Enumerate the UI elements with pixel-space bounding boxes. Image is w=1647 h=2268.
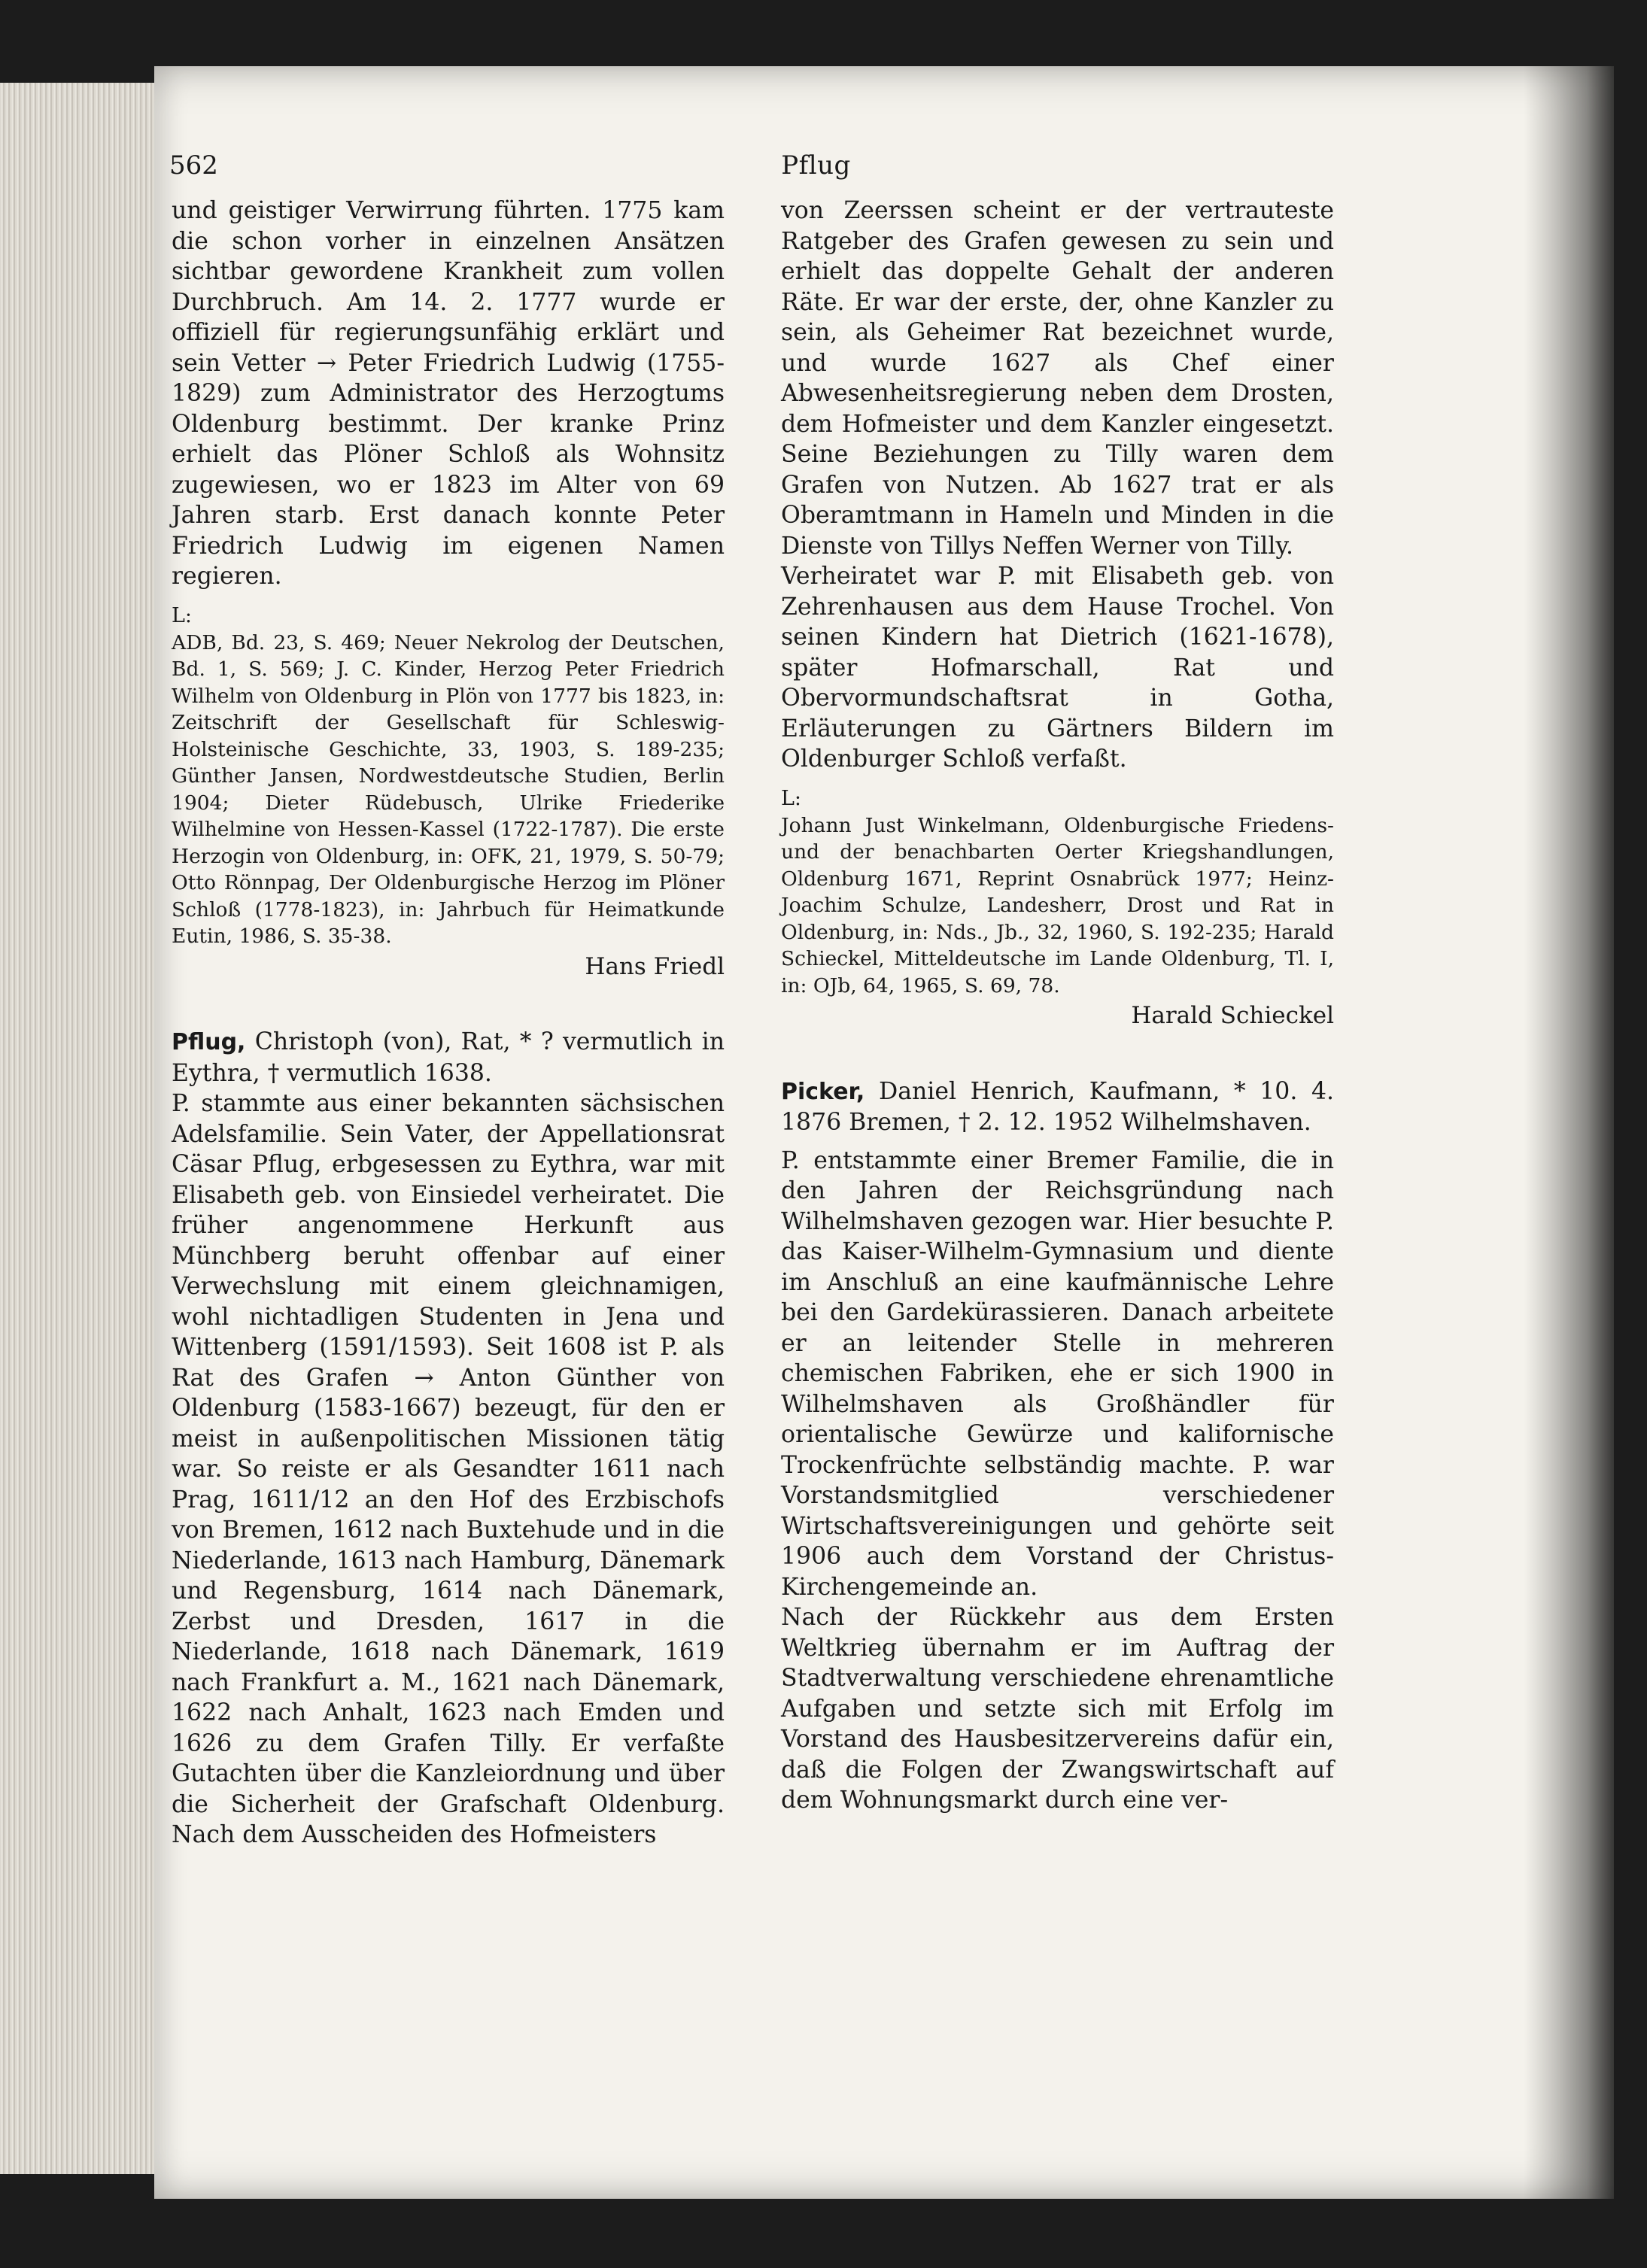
entry-body-pflug-family: Verheiratet war P. mit Elisabeth geb. von Zehrenhausen aus dem Hause Trochel. Von seinen Kindern hat Dietrich (1621-1678), später Hofmarschall, Rat und Obervormundschaftsrat in Gotha, Erläuterungen zu Gärtners Bildern im Oldenburger Schloß verfaßt. [781,563,1334,773]
entry-heading-pflug [172,1027,725,1088]
entry-name: Pflug, [172,1029,246,1055]
entry-heading-details: Christoph (von), Rat, * ? vermutlich in Eythra, † vermutlich 1638. [172,1028,725,1087]
entry-heading-picker [781,1076,1334,1138]
entry-author: Harald Schieckel [1131,1002,1334,1029]
page-gutter-shadow [1524,66,1614,2199]
entry-heading-details: Daniel Henrich, Kaufmann, * 10. 4. 1876 Bremen, † 2. 12. 1952 Wilhelmshaven. [781,1077,1334,1136]
entry-body-picker-continued: Nach der Rückkehr aus dem Ersten Weltkrieg übernahm er im Auftrag der Stadtverwaltung verschiedene ehrenamtliche Aufgaben und setzte sich mit Erfolg im Vorstand des Hausbesitzervereins dafür ein, daß die Folgen der Zwangswirtschaft auf dem Wohnungsmarkt durch eine ver- [781,1604,1334,1814]
references-label: L: [172,603,193,627]
entry-name: Picker, [781,1078,865,1105]
references-text: ADB, Bd. 23, S. 469; Neuer Nekrolog der Deutschen, Bd. 1, S. 569; J. C. Kinder, Herzog Peter Friedrich Wilhelm von Oldenburg in Plön von 1777 bis 1823, in: Zeitschrift der Gesellschaft für Schleswig-Holsteinische Geschichte, 33, 1903, S. 189-235; Günther Jansen, Nordwestdeutsche Studien, Berlin 1904; Dieter Rüdebusch, Ulrike Friederike Wilhelmine von Hessen-Kassel (1722-1787). Die erste Herzogin von Oldenburg, in: OFK, 21, 1979, S. 50-79; Otto Rönnpag, Der Oldenburgische Herzog im Plöner Schloß (1778-1823), in: Jahrbuch für Heimatkunde Eutin, 1986, S. 35-38. [172,630,725,948]
entry-body-pflug: P. stammte aus einer bekannten sächsischen Adelsfamilie. Sein Vater, der Appellationsrat Cäsar Pflug, erbgesessen zu Eythra, war mit Elisabeth geb. von Einsiedel verheiratet. Die früher angenommene Herkunft aus Münchberg beruht offenbar auf einer Verwechslung mit einem gleichnamigen, wohl nichtadligen Studenten in Jena und Wittenberg (1591/1593). Seit 1608 ist P. als Rat des Grafen → Anton Günther von Oldenburg (1583-1667) bezeugt, für den er meist in außenpolitischen Missionen tätig war. So reiste er als Gesandter 1611 nach Prag, 1611/12 an den Hof des Erzbischofs von Bremen, 1612 nach Buxtehude und in die Niederlande, 1613 nach Hamburg, Dänemark und Regensburg, 1614 nach Dänemark, Zerbst und Dresden, 1617 in die Niederlande, 1618 nach Dänemark, 1619 nach Frankfurt a. M., 1621 nach Dänemark, 1622 nach Anhalt, 1623 nach Emden und 1626 zu dem Grafen Tilly. Er verfaßte Gutachten über die Kanzleiordnung und über die Sicherheit der Grafschaft Oldenburg. Nach dem Ausscheiden des Hofmeisters [172,1090,725,1848]
entry-continuation-text: und geistiger Verwirrung führten. 1775 kam die schon vorher in einzelnen Ansätzen sichtbar gewordene Krankheit zum vollen Durchbruch. Am 14. 2. 1777 wurde er offiziell für regierungsunfähig erklärt und sein Vetter → Peter Friedrich Ludwig (1755-1829) zum Administrator des Herzogtums Oldenburg bestimmt. Der kranke Prinz erhielt das Plöner Schloß als Wohnsitz zugewiesen, wo er 1823 im Alter von 69 Jahren starb. Erst danach konnte Peter Friedrich Ludwig im eigenen Namen regieren. [172,197,725,590]
references-label: L: [781,786,802,810]
left-column [172,196,725,1851]
book-page-edges [0,83,158,2174]
right-column [781,196,1334,1816]
entry-author: Hans Friedl [585,952,725,980]
page-number: 562 [169,150,218,181]
entry-separator [781,1031,1334,1076]
entry-body-pflug-continued: von Zeerssen scheint er der vertrauteste Ratgeber des Grafen gewesen zu sein und erhielt das doppelte Gehalt der anderen Räte. Er war der erste, der, ohne Kanzler zu sein, als Geheimer Rat bezeichnet wurde, und wurde 1627 als Chef einer Abwesenheitsregierung neben dem Drosten, dem Hofmeister und dem Kanzler eingesetzt. Seine Beziehungen zu Tilly waren dem Grafen von Nutzen. Ab 1627 trat er als Oberamtmann in Hameln und Minden in die Dienste von Tillys Neffen Werner von Tilly. [781,197,1334,560]
running-head: Pflug [781,150,851,181]
entry-body-picker: P. entstammte einer Bremer Familie, die in den Jahren der Reichsgründung nach Wilhelmshaven gezogen war. Hier besuchte P. das Kaiser-Wilhelm-Gymnasium und diente im Anschluß an eine kaufmännische Lehre bei den Gardekürassieren. Danach arbeitete er an leitender Stelle in mehreren chemischen Fabriken, ehe er sich 1900 in Wilhelmshaven als Großhändler für orientalische Gewürze und kalifornische Trockenfrüchte selbständig machte. P. war Vorstandsmitglied verschiedener Wirtschaftsvereinigungen und gehörte seit 1906 auch dem Vorstand der Christus-Kirchengemeinde an. [781,1146,1334,1601]
entry-separator [172,982,725,1027]
references-text: Johann Just Winkelmann, Oldenburgische Friedens- und der benachbarten Oerter Kriegshandlungen, Oldenburg 1671, Reprint Osnabrück 1977; Heinz-Joachim Schulze, Landesherr, Drost und Rat in Oldenburg, in: Nds., Jb., 32, 1960, S. 192-235; Harald Schieckel, Mitteldeutsche im Lande Oldenburg, Tl. I, in: OJb, 64, 1965, S. 69, 78. [781,813,1334,997]
